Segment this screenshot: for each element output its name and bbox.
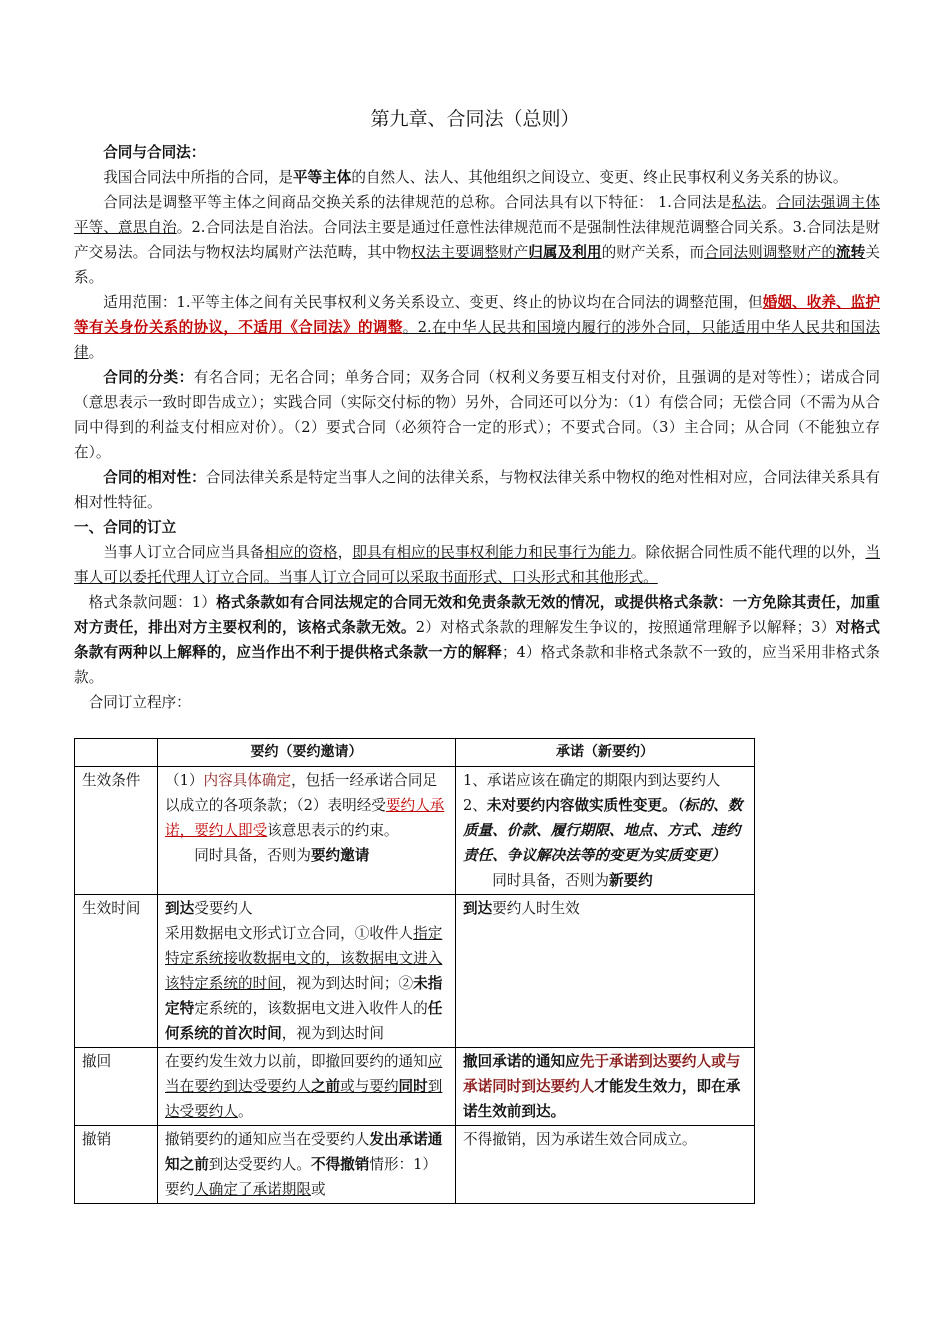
paragraph-scope: 适用范围：1.平等主体之间有关民事权利义务关系设立、变更、终止的协议均在合同法的调整范围，但婚姻、收养、监护等有关身份关系的协议，不适用《合同法》的调整。2.在中华人民共和国境内履行的涉外合同，只能适用中华人民共和国法律。 [74,294,880,361]
table-header-row [75,739,755,767]
table-row [75,1048,755,1126]
cell-acceptance-conditions: 1、承诺应该在确定的期限内到达要约人 2、未对要约内容做实质性变更。（标的、数质量、价款、履行期限、地点、方式、违约责任、争议解决法等的变更为实质变更） 同时具备，否则为新要约 [456,767,755,895]
table-row [75,767,755,895]
paragraph-formation-qualification: 当事人订立合同应当具备相应的资格，即具有相应的民事权利能力和民事行为能力。除依据合同性质不能代理的以外，当事人可以委托代理人订立合同。当事人订立合同可以采取书面形式、口头形式和其他形式。 [74,544,880,586]
offer-acceptance-table [74,738,755,1204]
document-body [74,140,880,715]
paragraph-contract-law-features: 合同法是调整平等主体之间商品交换关系的法律规范的总称。合同法具有以下特征： 1.合同法是私法。合同法强调主体平等、意思自治。2.合同法是自治法。合同法主要是通过任意性法律规范而不是强制性法律规范调整合同关系。3.合同法是财产交易法。合同法与物权法均属财产法范畴，其中物权法主要调整财产归属及利用的财产关系，而合同法则调整财产的流转关系。 [74,194,880,286]
row-label-effect-time: 生效时间 [75,895,158,1048]
cell-offer-time: 到达受要约人 采用数据电文形式订立合同，①收件人指定特定系统接收数据电文的，该数据电文进入该特定系统的时间，视为到达时间；②未指定特定系统的，该数据电文进入收件人的任何系统的首次时间，视为到达时间 [158,895,456,1048]
table-header-empty [75,739,158,767]
section-heading-contract: 合同与合同法： [103,144,206,161]
paragraph-classification: 合同的分类：有名合同；无名合同；单务合同；双务合同（权利义务要互相支付对价，且强调的是对等性）；诺成合同（意思表示一致时即告成立）；实践合同（实际交付标的物）另外，合同还可以分为：（1）有偿合同；无偿合同（不需为从合同中得到的利益支付相应对价）。（2）要式合同（必须符合一定的形式）；不要式合同。（3）主合同；从合同（不能独立存在）。 [74,369,880,461]
table-row [75,895,755,1048]
cell-acceptance-revocation: 不得撤销，因为承诺生效合同成立。 [456,1126,755,1204]
paragraph-relativity: 合同的相对性：合同法律关系是特定当事人之间的法律关系，与物权法律关系中物权的绝对性相对应，合同法律关系具有相对性特征。 [74,469,880,511]
paragraph-standard-terms: 格式条款问题：1）格式条款如有合同法规定的合同无效和免责条款无效的情况，或提供格式条款：一方免除其责任，加重对方责任，排出对方主要权利的，该格式条款无效。2）对格式条款的理解发生争议的，按照通常理解予以解释；3）对格式条款有两种以上解释的，应当作出不利于提供格式条款一方的解释；4）格式条款和非格式条款不一致的，应当采用非格式条款。 [74,594,880,686]
cell-offer-conditions: （1）内容具体确定，包括一经承诺合同足以成立的各项条款；（2）表明经受要约人承诺，要约人即受该意思表示的约束。 同时具备，否则为要约邀请 [158,767,456,895]
cell-offer-withdrawal: 在要约发生效力以前，即撤回要约的通知应当在要约到达受要约人之前或与要约同时到达受要约人。 [158,1048,456,1126]
paragraph-contract-definition: 我国合同法中所指的合同，是平等主体的自然人、法人、其他组织之间设立、变更、终止民事权利义务关系的协议。 [103,169,848,186]
cell-acceptance-time: 到达要约人时生效 [456,895,755,1048]
row-label-withdrawal: 撤回 [75,1048,158,1126]
cell-offer-revocation: 撤销要约的通知应当在受要约人发出承诺通知之前到达受要约人。不得撤销情形：1）要约人确定了承诺期限或 [158,1126,456,1204]
page-title: 第九章、合同法（总则） [370,108,580,130]
row-label-effect-conditions: 生效条件 [75,767,158,895]
table-row [75,1126,755,1204]
paragraph-procedure-label: 合同订立程序： [88,694,191,711]
section-heading-formation: 一、合同的订立 [74,519,177,536]
table-header-offer: 要约（要约邀请） [158,739,456,767]
table-header-acceptance: 承诺（新要约） [456,739,755,767]
row-label-revocation: 撤销 [75,1126,158,1204]
cell-acceptance-withdrawal: 撤回承诺的通知应先于承诺到达要约人或与承诺同时到达要约人才能发生效力，即在承诺生效前到达。 [456,1048,755,1126]
